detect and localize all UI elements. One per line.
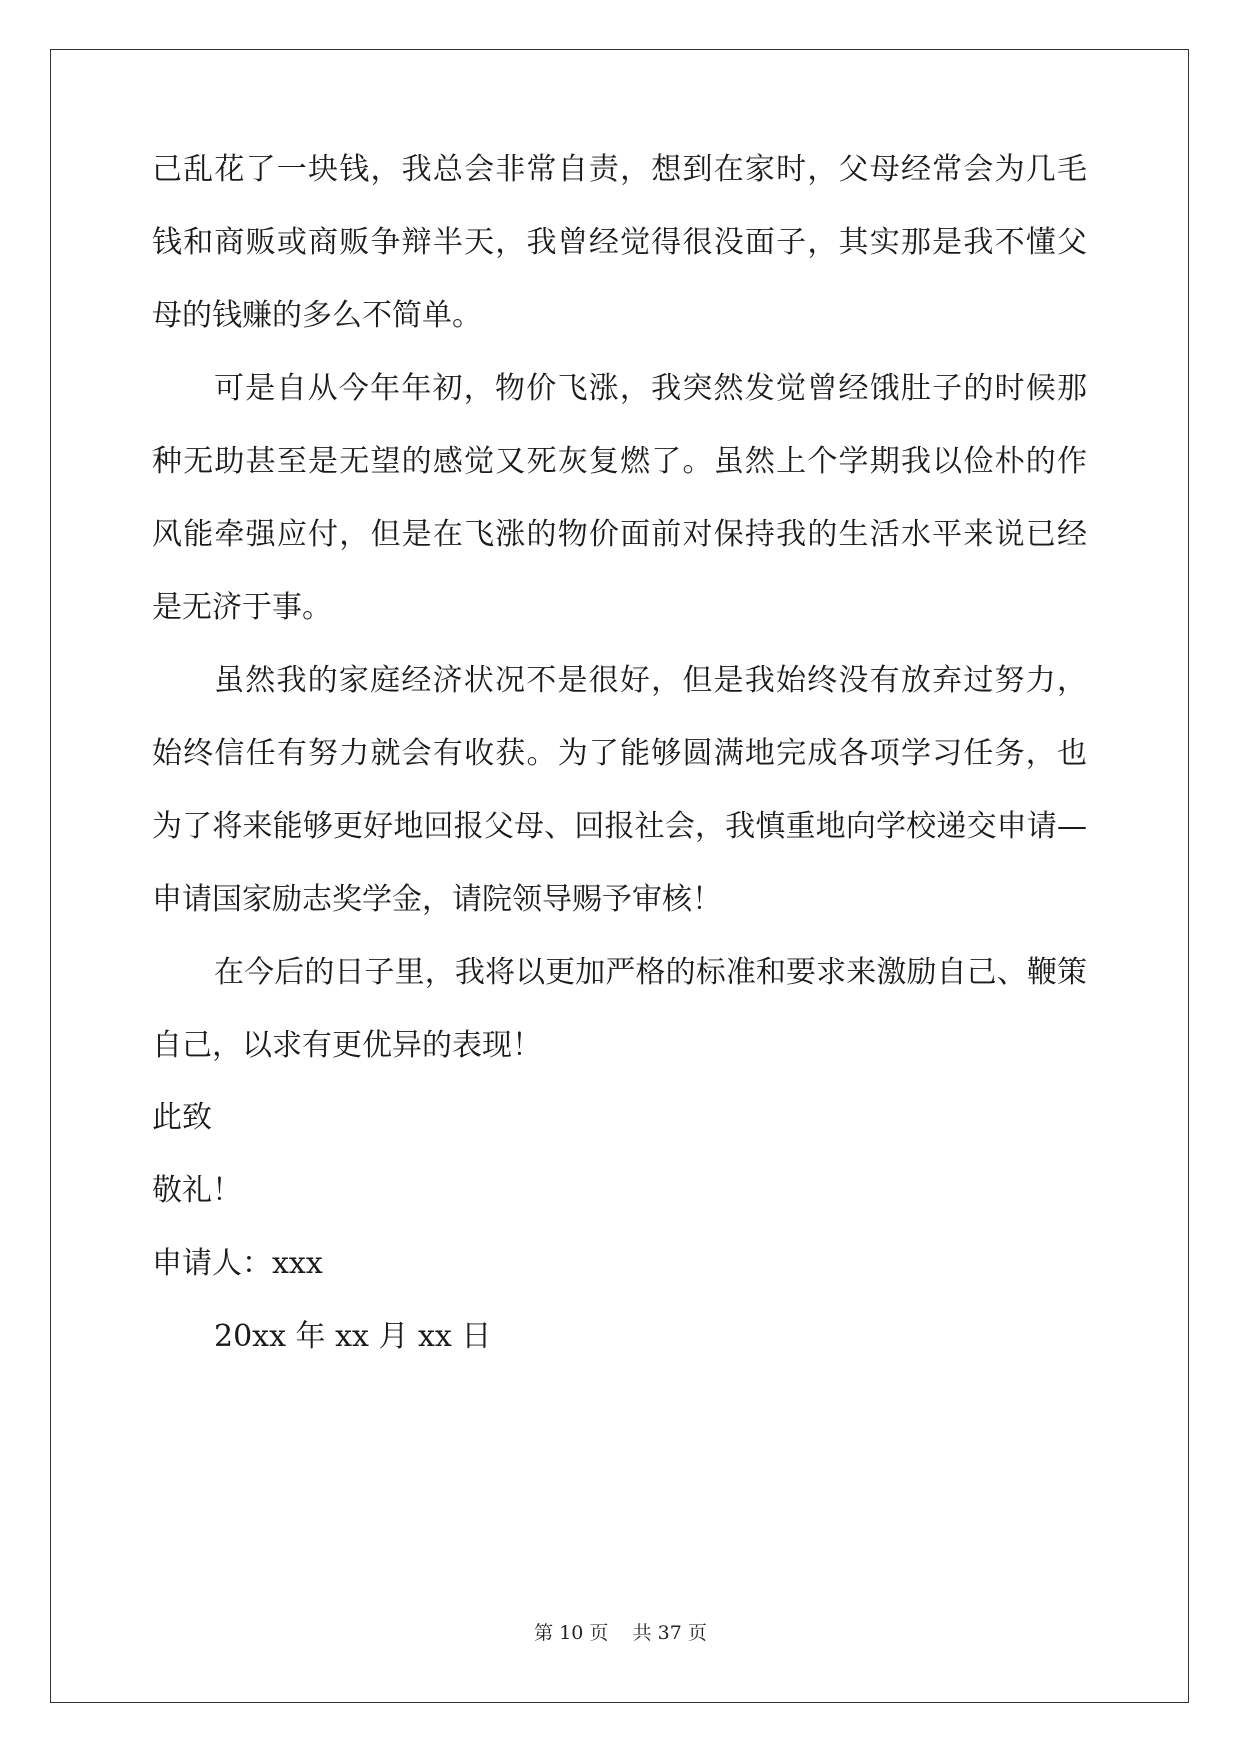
paragraph-line: 在今后的日子里，我将以更加严格的标准和要求来激励自己、鞭策 bbox=[214, 955, 1087, 990]
page-number-footer: 第 10 页 共 37 页 bbox=[534, 1622, 707, 1644]
paragraph-line: 种无助甚至是无望的感觉又死灰复燃了。虽然上个学期我以俭朴的作 bbox=[152, 444, 1087, 479]
paragraph-line: 己乱花了一块钱，我总会非常自责，想到在家时，父母经常会为几毛 bbox=[152, 152, 1087, 187]
paragraph-line: 母的钱赚的多么不简单。 bbox=[152, 298, 482, 333]
paragraph-line: 自己，以求有更优异的表现！ bbox=[152, 1028, 542, 1063]
applicant-signature: 申请人：xxx bbox=[152, 1246, 323, 1281]
paragraph-line: 申请国家励志奖学金，请院领导赐予审核！ bbox=[152, 882, 722, 917]
closing-salutation: 此致 bbox=[152, 1100, 212, 1135]
paragraph-line: 虽然我的家庭经济状况不是很好，但是我始终没有放弃过努力， bbox=[214, 663, 1087, 698]
paragraph-line: 始终信任有努力就会有收获。为了能够圆满地完成各项学习任务，也 bbox=[152, 736, 1087, 771]
application-date: 20xx 年 xx 月 xx 日 bbox=[214, 1319, 492, 1354]
paragraph-line: 是无济于事。 bbox=[152, 590, 332, 625]
paragraph-line: 可是自从今年年初，物价飞涨，我突然发觉曾经饿肚子的时候那 bbox=[214, 371, 1087, 406]
closing-regards: 敬礼！ bbox=[152, 1173, 242, 1208]
paragraph-line: 钱和商贩或商贩争辩半天，我曾经觉得很没面子，其实那是我不懂父 bbox=[152, 225, 1087, 260]
paragraph-line: 风能牵强应付，但是在飞涨的物价面前对保持我的生活水平来说已经 bbox=[152, 517, 1087, 552]
paragraph-line: 为了将来能够更好地回报父母、回报社会，我慎重地向学校递交申请— bbox=[152, 809, 1087, 844]
